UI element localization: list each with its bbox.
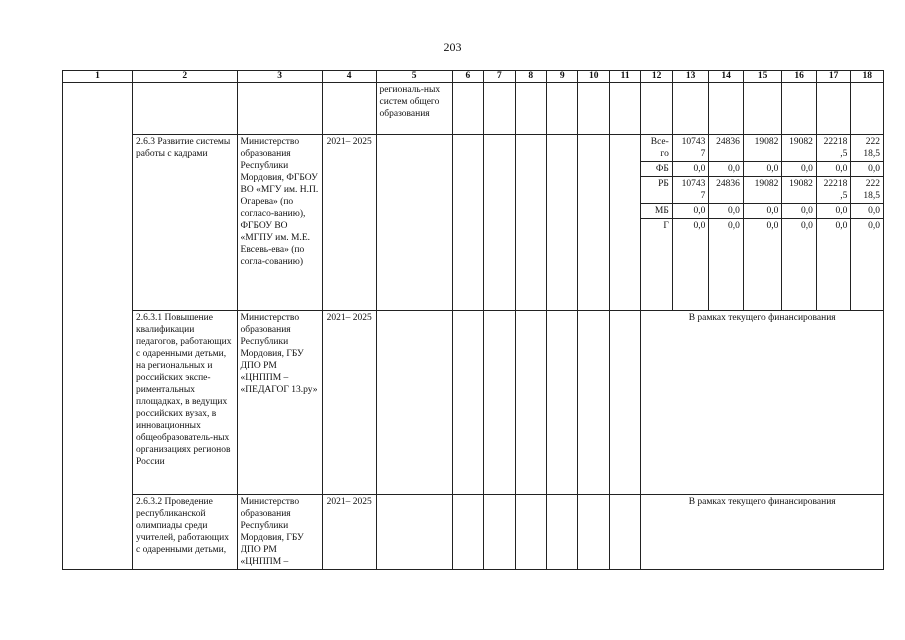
funding-label: ФБ [641,162,672,177]
header-cell: 17 [816,71,851,83]
funding-value: 0,0 [851,162,884,177]
funding-label: Все-го [641,135,672,162]
header-cell: 13 [672,71,709,83]
header-cell: 16 [782,71,817,83]
funding-value: 0,0 [816,219,851,311]
header-cell: 7 [484,71,515,83]
funding-value: 0,0 [816,204,851,219]
funding-value: 19082 [782,135,817,162]
funding-value: 0,0 [743,219,782,311]
header-cell: 8 [515,71,546,83]
header-cell: 15 [743,71,782,83]
period-cell: 2021– 2025 [322,135,376,311]
responsible-cell [237,495,322,570]
funding-value: 0,0 [816,162,851,177]
responsible-cell: Министерство образования Республики Мордовия, ФГБОУ ВО «МГУ им. Н.П. Огарева» (по согласо-ванию), ФГБОУ ВО «МГПУ им. М.Е. Евсевь-ева» (по согла-сованию) [237,135,322,311]
header-cell: 11 [609,71,640,83]
responsible-cell: Министерство образования Республики Мордовия, ГБУ ДПО РМ «ЦНППМ – «ПЕДАГОГ 13.ру» [237,311,322,495]
funding-value: 0,0 [672,219,709,311]
funding-value: 222 18,5 [851,177,884,204]
program-table [62,70,884,570]
header-cell: 18 [851,71,884,83]
header-cell: 12 [641,71,672,83]
funding-value: 0,0 [709,219,744,311]
funding-value: 0,0 [672,204,709,219]
header-cell: 1 [63,71,133,83]
funding-label: РБ [641,177,672,204]
funding-value: 0,0 [851,204,884,219]
table-row [63,135,884,162]
funding-value: 0,0 [782,219,817,311]
period-cell: 2021– 2025 [322,495,376,570]
financing-note: В рамках текущего финансирования [641,311,884,495]
header-cell: 3 [237,71,322,83]
funding-value: 24836 [709,135,744,162]
funding-value: 10743 7 [672,135,709,162]
header-cell: 14 [709,71,744,83]
funding-value: 0,0 [743,162,782,177]
col1-cell [63,83,133,570]
header-cell: 5 [376,71,452,83]
header-cell: 10 [578,71,609,83]
funding-value: 24836 [709,177,744,204]
header-cell: 9 [547,71,578,83]
funding-value: 0,0 [672,162,709,177]
table-row [63,311,884,495]
header-cell: 4 [322,71,376,83]
funding-value: 19082 [782,177,817,204]
measure-name [133,495,238,570]
funding-label: МБ [641,204,672,219]
funding-value: 0,0 [709,162,744,177]
funding-value: 0,0 [782,204,817,219]
funding-value: 0,0 [743,204,782,219]
table-row [63,83,884,135]
funding-value: 10743 7 [672,177,709,204]
funding-value: 0,0 [782,162,817,177]
funding-value: 22218 ,5 [816,135,851,162]
header-cell: 6 [452,71,483,83]
measure-name-text: 2.6.3.2 Проведение республиканской олимпиады среди учителей, работающих с одаренными детьми, [136,497,229,555]
cell-col5: региональ-ных систем общего образования [376,83,452,135]
funding-label: Г [641,219,672,311]
funding-value: 0,0 [851,219,884,311]
table-row [63,495,884,570]
funding-value: 22218 ,5 [816,177,851,204]
funding-value: 0,0 [709,204,744,219]
measure-name: 2.6.3 Развитие системы работы с кадрами [133,135,238,311]
funding-value: 19082 [743,177,782,204]
financing-note: В рамках текущего финансирования [641,495,884,570]
responsible-text: Министерство образования Республики Мордовия, ГБУ ДПО РМ «ЦНППМ – [240,497,304,567]
measure-name: 2.6.3.1 Повышение квалификации педагогов, работающих с одаренными детьми, на региональных и российских экспе-риментальных площадках, в ведущих российских вузах, в инновационных общеобразователь-ных организациях регионов России [133,311,238,495]
funding-value: 222 18,5 [851,135,884,162]
header-cell: 2 [133,71,238,83]
page-number: 203 [443,40,462,54]
header-row [63,71,884,83]
funding-value: 19082 [743,135,782,162]
period-cell: 2021– 2025 [322,311,376,495]
